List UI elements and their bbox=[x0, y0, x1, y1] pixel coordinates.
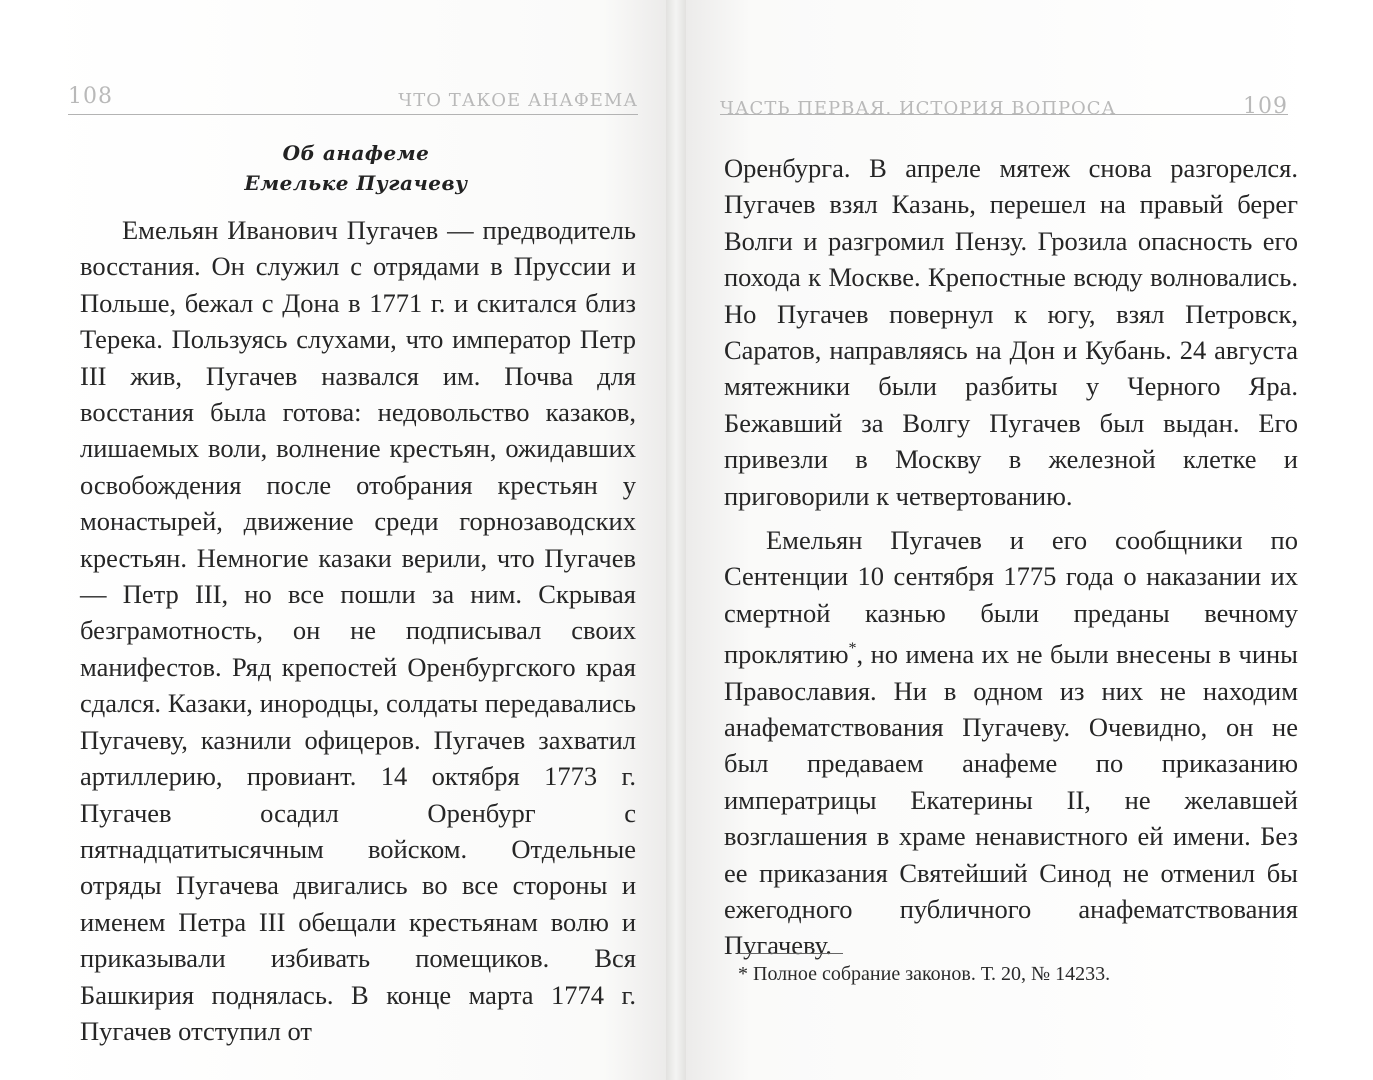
left-body-text bbox=[80, 212, 636, 1049]
chapter-title bbox=[76, 138, 636, 198]
left-page-header bbox=[68, 80, 638, 115]
chapter-title-line1: Об анафеме bbox=[282, 141, 430, 165]
running-head: ЧТО ТАКОЕ АНАФЕМА bbox=[398, 90, 638, 111]
footnote-mark: * bbox=[848, 640, 857, 658]
paragraph-text: Емельян Пугачев и его сообщники по Сентенции 10 сентября 1775 года о наказании их смертной казнью были преданы вечному проклятию bbox=[724, 525, 1298, 670]
running-head: ЧАСТЬ ПЕРВАЯ. ИСТОРИЯ ВОПРОСА bbox=[720, 98, 1117, 119]
book-gutter bbox=[666, 0, 686, 1080]
paragraph: Емельян Иванович Пугачев — предводитель восстания. Он служил с отрядами в Пруссии и Польше, бежал с Дона в 1771 г. и скитался близ Терека. Пользуясь слухами, что император Петр III жив, Пугачев назвался им. Почва для восстания была готова: недовольство казаков, лишаемых воли, волнение крестьян, ожидавших освобождения после отобрания крестьян у монастырей, движение среди горнозаводских крестьян. Немногие казаки верили, что Пугачев — Петр III, но все пошли за ним. Скрывая безграмотность, он не подписывал своих манифестов. Ряд крепостей Оренбургского края сдался. Казаки, инородцы, солдаты передавались Пугачеву, казнили офицеров. Пугачев захватил артиллерию, провиант. 14 октября 1773 г. Пугачев осадил Оренбург с пятнадцатитысячным войском. Отдельные отряды Пугачева двигались во все стороны и именем Петра III обещали крестьянам волю и приказывали избивать помещиков. Вся Башкирия поднялась. В конце марта 1774 г. Пугачев отступил от bbox=[80, 215, 636, 1046]
paragraph bbox=[724, 522, 1298, 964]
page-number: 108 bbox=[68, 84, 113, 109]
footnote: * Полное собрание законов. Т. 20, № 14233. bbox=[738, 963, 1111, 985]
page-number: 109 bbox=[1243, 94, 1288, 119]
footnote-divider bbox=[738, 953, 843, 954]
right-body-text bbox=[724, 150, 1298, 964]
right-page bbox=[686, 0, 1326, 1080]
chapter-title-line2: Емельке Пугачеву bbox=[244, 171, 468, 195]
right-page-header bbox=[720, 80, 1288, 119]
paragraph-text: , но имена их не были внесены в чины Православия. Ни в одном из них не находим анафематствования Пугачеву. Очевидно, он не был предаваем анафеме по приказанию императрицы Екатерины II, не желавшей возглашения в храме ненавистного ей имени. Без ее приказания Святейший Синод не отменил бы ежегодного публичного анафематствования Пугачеву. bbox=[724, 639, 1298, 961]
left-page bbox=[36, 0, 667, 1080]
paragraph: Оренбурга. В апреле мятеж снова разгорелся. Пугачев взял Казань, перешел на правый берег Волги и разгромил Пензу. Грозила опасность его похода к Москве. Крепостные всюду волновались. Но Пугачев повернул к югу, взял Петровск, Саратов, направляясь на Дон и Кубань. 24 августа мятежники были разбиты у Черного Яра. Бежавший за Волгу Пугачев был выдан. Его привезли в Москву в железной клетке и приговорили к четвертованию. bbox=[724, 153, 1298, 511]
